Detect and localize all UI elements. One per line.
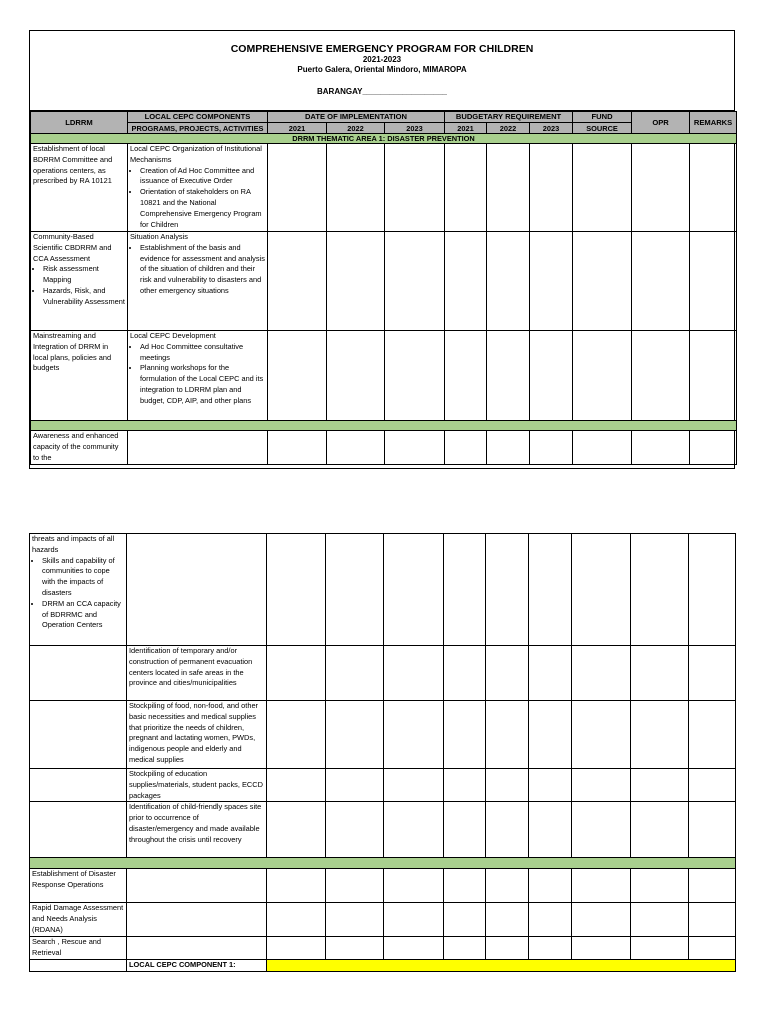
list-item: • Risk assessment Mapping <box>43 264 125 286</box>
col-header-date-implementation: DATE OF IMPLEMENTATION <box>268 112 445 123</box>
component-cell: Stockpiling of food, non-food, and other basic necessities and medical supplies that prioritize the needs of children, pregnant and lactating women, PWDs, indigenous people and elderly and medical supplies <box>127 701 267 769</box>
col-header-date-2023: 2023 <box>385 123 445 134</box>
component-title: Local CEPC Organization of Institutional Mechanisms <box>130 144 262 164</box>
ldrrm-title: threats and impacts of all hazards <box>32 534 115 554</box>
ldrrm-cell: Establishment of Disaster Response Operations <box>30 869 127 903</box>
table-row <box>30 646 736 701</box>
col-header-budget: BUDGETARY REQUIREMENT <box>445 112 573 123</box>
table-row <box>31 431 737 465</box>
col-header-opr: OPR <box>632 112 690 134</box>
col-header-ldrrm: LDRRM <box>31 112 128 134</box>
list-item: • DRRM an CCA capacity of BDRRMC and Operation Centers <box>42 599 124 631</box>
document-years: 2021-2023 <box>362 55 402 64</box>
component-cell: Identification of child-friendly spaces site prior to occurrence of disaster/emergency and made available throughout the crisis until recovery <box>127 802 267 858</box>
component-title: Local CEPC Development <box>130 331 216 340</box>
col-header-budget-2021: 2021 <box>445 123 487 134</box>
list-item: • Hazards, Risk, and Vulnerability Assessment <box>43 286 125 308</box>
table-row <box>30 701 736 769</box>
table-row <box>30 869 736 903</box>
table-row <box>31 144 737 232</box>
ldrrm-cell <box>30 534 127 646</box>
program-table-page-2 <box>29 533 736 972</box>
col-header-remarks: REMARKS <box>690 112 737 134</box>
component-cell: Stockpiling of education supplies/materials, student packs, ECCD packages <box>127 769 267 802</box>
col-header-date-2021: 2021 <box>268 123 327 134</box>
list-item: • Skills and capability of communities to cope with the impacts of disasters <box>42 556 124 599</box>
green-separator <box>31 421 737 431</box>
list-item: • Creation of Ad Hoc Committee and issuance of Executive Order <box>140 166 265 188</box>
list-item: • Ad Hoc Committee consultative meetings <box>140 342 265 364</box>
col-header-date-2022: 2022 <box>327 123 385 134</box>
table-row <box>30 769 736 802</box>
ldrrm-cell: Awareness and enhanced capacity of the community to the <box>31 431 128 465</box>
col-header-budget-2023: 2023 <box>530 123 573 134</box>
component-cell: Identification of temporary and/or construction of permanent evacuation centers located in safe areas in the province and cities/municipalities <box>127 646 267 701</box>
component-cell <box>128 232 268 331</box>
document-page-2 <box>29 533 735 970</box>
ldrrm-cell: Search , Rescue and Retrieval <box>30 936 127 959</box>
list-item: • Planning workshops for the formulation of the Local CEPC and its integration to LDRRM plan and budget, CDP, AIP, and other plans <box>140 363 265 406</box>
list-item: • Establishment of the basis and evidence for assessment and analysis of the situation of children and their risk and vulnerability to disasters and other emergency situations <box>140 243 265 297</box>
ldrrm-cell: Mainstreaming and Integration of DRRM in local plans, policies and budgets <box>31 331 128 421</box>
green-separator <box>30 858 736 869</box>
barangay-field: BARANGAY___________________ <box>316 87 448 96</box>
ldrrm-title: Community-Based Scientific CBDRRM and CCA Assessment <box>33 232 112 263</box>
table-row <box>30 959 736 971</box>
component-1-yellow-band <box>267 959 736 971</box>
ldrrm-cell: Rapid Damage Assessment and Needs Analysis (RDANA) <box>30 903 127 936</box>
table-row <box>31 232 737 331</box>
component-cell <box>128 144 268 232</box>
table-row <box>30 802 736 858</box>
component-cell <box>128 331 268 421</box>
col-header-fund: FUND <box>573 112 632 123</box>
local-cepc-component-1-label: LOCAL CEPC COMPONENT 1: <box>127 959 267 971</box>
col-header-programs: PROGRAMS, PROJECTS, ACTIVITIES <box>128 123 268 134</box>
component-title: Situation Analysis <box>130 232 188 241</box>
table-row <box>30 936 736 959</box>
table-row <box>30 903 736 936</box>
table-row <box>30 534 736 646</box>
thematic-area-1-band: DRRM THEMATIC AREA 1: DISASTER PREVENTION <box>31 134 737 144</box>
list-item: • Orientation of stakeholders on RA 10821 and the National Comprehensive Emergency Program for Children <box>140 187 265 230</box>
ldrrm-cell <box>31 232 128 331</box>
program-table-page-1 <box>30 111 737 465</box>
col-header-components: LOCAL CEPC COMPONENTS <box>128 112 268 123</box>
ldrrm-cell: Establishment of local BDRRM Committee and operations centers, as prescribed by RA 10121 <box>31 144 128 232</box>
table-row <box>31 331 737 421</box>
col-header-source: SOURCE <box>573 123 632 134</box>
document-page-1 <box>29 30 735 469</box>
title-block <box>30 31 734 111</box>
document-location: Puerto Galera, Oriental Mindoro, MIMAROPA <box>297 65 467 74</box>
col-header-budget-2022: 2022 <box>487 123 530 134</box>
document-title: COMPREHENSIVE EMERGENCY PROGRAM FOR CHILDREN <box>230 43 534 55</box>
